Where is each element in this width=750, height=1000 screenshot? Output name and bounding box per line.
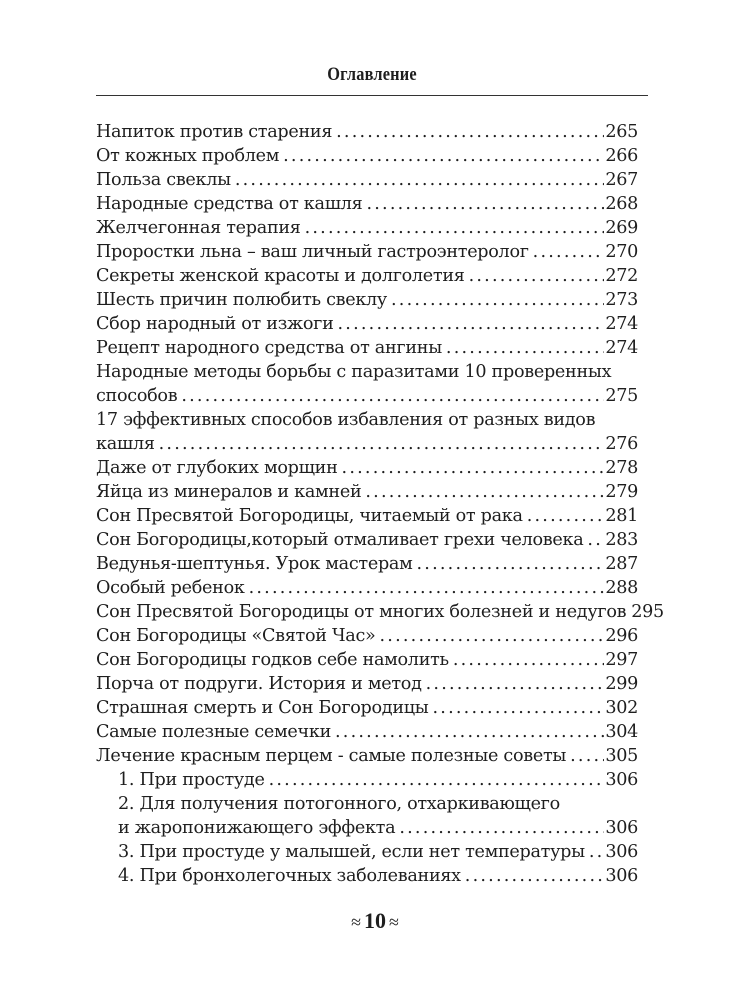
toc-leader-dots	[570, 744, 604, 768]
toc-entry-title: Порча от подруги. История и метод	[96, 674, 422, 694]
toc-entry-page: 306	[605, 866, 638, 886]
toc-entry-page: 305	[605, 746, 638, 766]
table-of-contents	[96, 120, 664, 888]
toc-leader-dots	[533, 240, 605, 264]
toc-entry-title: Самые полезные семечки	[96, 722, 331, 742]
toc-entry-page: 287	[605, 554, 638, 574]
toc-leader-dots	[426, 672, 605, 696]
toc-entry-page: 278	[605, 458, 638, 478]
toc-entry-page: 283	[605, 530, 638, 550]
toc-entry-page: 268	[605, 194, 638, 214]
toc-leader-dots	[335, 720, 604, 744]
toc-entry-page: 304	[605, 722, 638, 742]
toc-leader-dots	[469, 264, 605, 288]
toc-entry	[96, 336, 638, 360]
page-number: 10	[364, 908, 386, 933]
toc-entry-page: 295	[631, 602, 664, 622]
toc-entry-title: Даже от глубоких морщин	[96, 458, 338, 478]
toc-entry-page: 267	[605, 170, 638, 190]
toc-entry	[96, 672, 638, 696]
toc-entry-page: 296	[605, 626, 638, 646]
toc-entry-title: Польза свеклы	[96, 170, 231, 190]
toc-leader-dots	[305, 216, 605, 240]
toc-entry	[96, 528, 638, 552]
toc-entry-title: 3. При простуде у малышей, если нет температуры	[118, 842, 585, 862]
toc-entry-title: Сон Богородицы,который отмаливает грехи человека	[96, 530, 584, 550]
toc-leader-dots	[159, 432, 605, 456]
toc-leader-dots	[527, 504, 605, 528]
toc-entry	[96, 624, 638, 648]
toc-entry	[96, 264, 638, 288]
toc-entry-title: и жаропонижающего эффекта	[118, 818, 396, 838]
toc-entry-title: Рецепт народного средства от ангины	[96, 338, 442, 358]
toc-entry-title-line1: 2. Для получения потогонного, отхаркивающего	[118, 794, 560, 814]
toc-leader-dots	[336, 120, 604, 144]
toc-subentry	[96, 864, 638, 888]
toc-entry-page: 299	[605, 674, 638, 694]
toc-leader-dots	[269, 768, 605, 792]
wave-ornament-left: ≈	[351, 912, 361, 932]
toc-entry	[96, 480, 638, 504]
toc-entry-title: Особый ребенок	[96, 578, 245, 598]
toc-entry-page: 274	[605, 314, 638, 334]
toc-entry	[96, 312, 638, 336]
toc-entry-title: кашля	[96, 434, 155, 454]
toc-leader-dots	[453, 648, 604, 672]
toc-entry-title: Страшная смерть и Сон Богородицы	[96, 698, 429, 718]
page-footer	[0, 908, 750, 934]
toc-entry-page: 269	[605, 218, 638, 238]
toc-leader-dots	[446, 336, 604, 360]
toc-entry	[96, 552, 638, 576]
toc-leader-dots	[465, 864, 605, 888]
header-rule	[96, 95, 648, 96]
toc-entry	[96, 720, 638, 744]
toc-entry-title: 1. При простуде	[118, 770, 265, 790]
toc-entry-page: 279	[605, 482, 638, 502]
toc-entry	[96, 504, 638, 528]
toc-entry-page: 276	[605, 434, 638, 454]
toc-leader-dots	[589, 840, 604, 864]
toc-leader-dots	[338, 312, 605, 336]
toc-leader-dots	[365, 480, 604, 504]
toc-entry-title: Сон Богородицы годков себе намолить	[96, 650, 449, 670]
toc-entry-title: способов	[96, 386, 178, 406]
toc-entry-title: Яйца из минералов и камней	[96, 482, 362, 502]
toc-entry	[96, 696, 638, 720]
toc-leader-dots	[432, 696, 604, 720]
toc-entry	[96, 456, 638, 480]
toc-entry-page: 306	[605, 842, 638, 862]
toc-entry	[96, 240, 638, 264]
toc-entry-title-line1: 17 эффективных способов избавления от разных видов	[96, 410, 596, 430]
toc-leader-dots	[399, 816, 604, 840]
toc-entry-page: 270	[605, 242, 638, 262]
toc-entry	[96, 144, 638, 168]
toc-entry-page: 288	[605, 578, 638, 598]
page-title: Оглавление	[327, 64, 417, 85]
toc-entry-title-line1: Народные методы борьбы с паразитами 10 проверенных	[96, 362, 612, 382]
toc-entry-page: 306	[605, 818, 638, 838]
toc-entry-title: Желчегонная терапия	[96, 218, 301, 238]
toc-entry-title: Проростки льна – ваш личный гастроэнтеролог	[96, 242, 529, 262]
toc-leader-dots	[235, 168, 604, 192]
toc-entry	[96, 192, 638, 216]
toc-entry-title: Сон Пресвятой Богородицы, читаемый от рака	[96, 506, 523, 526]
wave-ornament-right: ≈	[389, 912, 399, 932]
toc-entry	[96, 120, 638, 144]
toc-entry-title: Напиток против старения	[96, 122, 333, 142]
toc-leader-dots	[380, 624, 605, 648]
toc-entry-title: Сон Богородицы «Святой Час»	[96, 626, 376, 646]
toc-entry	[96, 288, 638, 312]
toc-entry	[96, 408, 638, 456]
toc-entry-page: 272	[605, 266, 638, 286]
toc-leader-dots	[249, 576, 605, 600]
toc-entry-title: От кожных проблем	[96, 146, 280, 166]
toc-entry-title: Ведунья-шептунья. Урок мастерам	[96, 554, 413, 574]
toc-entry	[96, 744, 638, 768]
toc-leader-dots	[391, 288, 604, 312]
toc-entry-title: Лечение красным перцем - самые полезные советы	[96, 746, 567, 766]
toc-entry	[96, 648, 638, 672]
toc-entry-title: Народные средства от кашля	[96, 194, 363, 214]
toc-entry-page: 281	[605, 506, 638, 526]
toc-entry-page: 306	[605, 770, 638, 790]
toc-entry-page: 297	[605, 650, 638, 670]
toc-subentry	[96, 840, 638, 864]
toc-entry	[96, 360, 638, 408]
toc-entry-page: 275	[605, 386, 638, 406]
toc-entry	[96, 600, 664, 624]
toc-entry	[96, 168, 638, 192]
toc-leader-dots	[587, 528, 604, 552]
toc-subentry	[96, 792, 638, 840]
toc-leader-dots	[342, 456, 605, 480]
toc-entry-title: Сбор народный от изжоги	[96, 314, 334, 334]
toc-leader-dots	[283, 144, 604, 168]
toc-entry-title: 4. При бронхолегочных заболеваниях	[118, 866, 461, 886]
toc-entry-page: 302	[605, 698, 638, 718]
toc-entry	[96, 576, 638, 600]
page-header	[96, 64, 648, 86]
toc-entry-page: 274	[605, 338, 638, 358]
toc-entry	[96, 216, 638, 240]
toc-entry-page: 265	[605, 122, 638, 142]
toc-entry-title: Секреты женской красоты и долголетия	[96, 266, 465, 286]
toc-leader-dots	[366, 192, 604, 216]
toc-subentry	[96, 768, 638, 792]
toc-leader-dots	[181, 384, 604, 408]
toc-entry-title: Шесть причин полюбить свеклу	[96, 290, 387, 310]
toc-leader-dots	[417, 552, 605, 576]
toc-entry-page: 266	[605, 146, 638, 166]
toc-entry-page: 273	[605, 290, 638, 310]
toc-entry-title: Сон Пресвятой Богородицы от многих болезней и недугов	[96, 602, 627, 622]
